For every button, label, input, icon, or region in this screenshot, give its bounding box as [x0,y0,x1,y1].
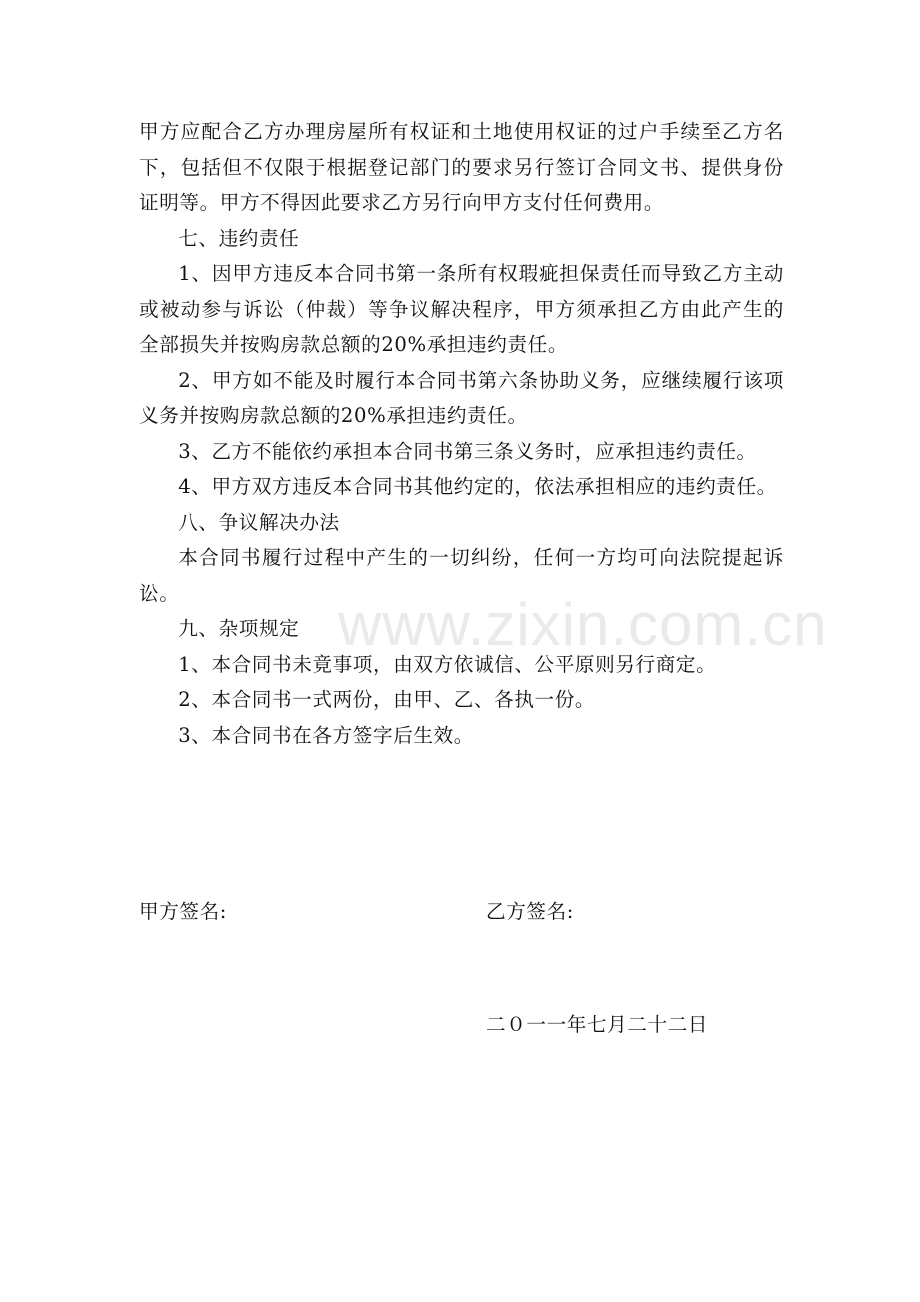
contract-paragraph: 3、本合同书在各方签字后生效。 [178,723,474,747]
contract-body [139,114,784,753]
contract-paragraph: 2、本合同书一式两份，由甲、乙、各执一份。 [178,688,596,711]
contract-paragraph: 4、甲方双方违反本合同书其他约定的，依法承担相应的违约责任。 [178,475,777,498]
contract-paragraph: 甲方应配合乙方办理房屋所有权证和土地使用权证的过户手续至乙方名下，包括但不仅限于根据登记部门的要求另行签订合同文书、提供身份证明等。甲方不得因此要求乙方另行向甲方支付任何费用。 [139,120,784,214]
contract-paragraph: 七、违约责任 [178,226,300,250]
contract-paragraph: 3、乙方不能依约承担本合同书第三条义务时，应承担违约责任。 [178,439,757,463]
watermark: www.zixin.com.cn [338,591,828,658]
party-b-signature-label: 乙方签名: [486,900,574,923]
party-a-signature-label: 甲方签名: [139,900,227,923]
contract-paragraph: 本合同书履行过程中产生的一切纠纷，任何一方均可向法院提起诉讼。 [139,546,784,605]
contract-paragraph: 1、本合同书未竟事项，由双方依诚信、公平原则另行商定。 [178,652,717,676]
contract-paragraph: 九、杂项规定 [178,617,300,640]
contract-paragraph: 1、因甲方违反本合同书第一条所有权瑕疵担保责任而导致乙方主动或被动参与诉讼（仲裁）等争议解决程序，甲方须承担乙方由此产生的全部损失并按购房款总额的20%承担违约责任。 [139,262,784,356]
contract-paragraph: 八、争议解决办法 [178,510,340,534]
signing-date: 二０一一年七月二十二日 [486,1013,709,1036]
contract-paragraph: 2、甲方如不能及时履行本合同书第六条协助义务，应继续履行该项义务并按购房款总额的20%承担违约责任。 [139,368,784,427]
